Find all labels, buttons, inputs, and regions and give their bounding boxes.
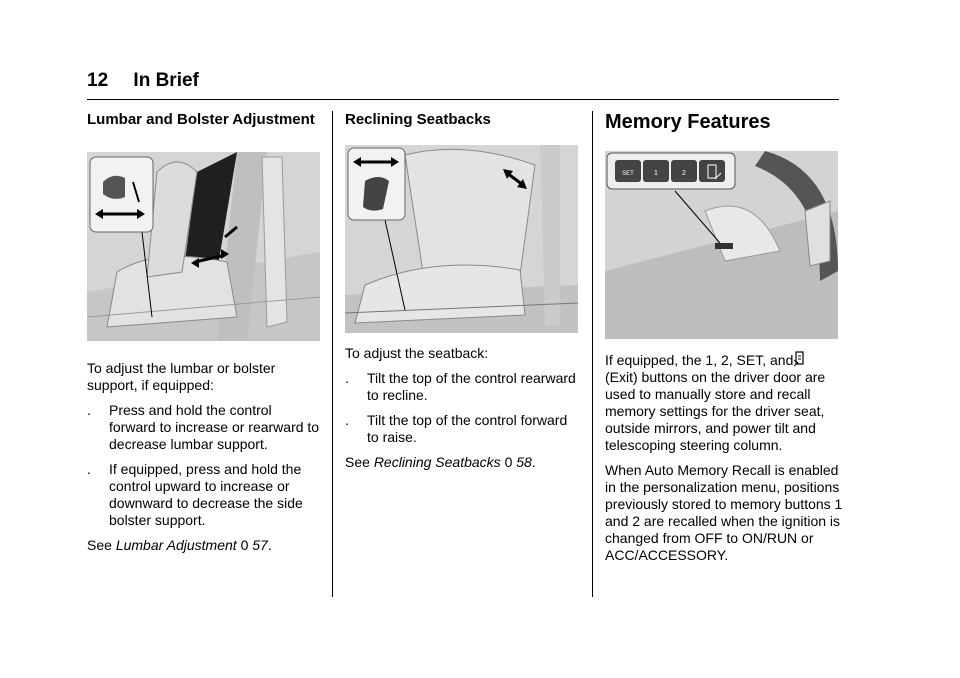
memory-2-button-label: 2 bbox=[682, 170, 686, 177]
column-divider-2 bbox=[592, 111, 593, 597]
memory-text-a: If equipped, the 1, 2, SET, and bbox=[605, 352, 794, 368]
lumbar-see-reference bbox=[87, 537, 322, 554]
lumbar-adjustment-link[interactable]: Lumbar Adjustment bbox=[115, 537, 237, 553]
bullet-marker: . bbox=[345, 370, 349, 386]
see-prefix: See bbox=[87, 537, 116, 553]
memory-text-b: (Exit) buttons on the driver door are used to manually store and recall memory settings for the driver seat, outside mirrors, and power tilt and telescoping steering column. bbox=[605, 369, 826, 453]
reclining-seat-illustration bbox=[345, 145, 578, 333]
bullet-text: Press and hold the control forward to increase or rearward to decrease lumbar support. bbox=[109, 402, 320, 452]
lumbar-column bbox=[87, 111, 322, 562]
page-ref-number: 57 bbox=[252, 537, 268, 553]
reclining-intro: To adjust the seatback: bbox=[345, 345, 489, 361]
memory-door-illustration bbox=[605, 151, 838, 339]
page-header bbox=[87, 70, 199, 92]
reclining-see-reference bbox=[345, 454, 581, 471]
list-item bbox=[345, 412, 581, 446]
exit-icon bbox=[794, 351, 806, 367]
bullet-text: If equipped, press and hold the control upward to increase or downward to decrease the side bolster support. bbox=[109, 461, 303, 528]
memory-column bbox=[605, 111, 843, 572]
bullet-marker: . bbox=[87, 461, 91, 477]
memory-paragraph-2: When Auto Memory Recall is enabled in the personalization menu, positions previously stored to memory buttons 1 and 2 are recalled when the ignition is changed from OFF to ON/RUN or ACC/ACCESSORY. bbox=[605, 462, 843, 563]
bullet-text: Tilt the top of the control forward to raise. bbox=[367, 412, 568, 445]
see-end: . bbox=[267, 537, 272, 553]
reclining-heading: Reclining Seatbacks bbox=[345, 111, 491, 128]
page-ref-number: 58 bbox=[516, 454, 532, 470]
column-divider-1 bbox=[332, 111, 333, 597]
see-prefix: See bbox=[345, 454, 374, 470]
section-title: In Brief bbox=[133, 70, 199, 91]
page-ref-arrow: 0 bbox=[504, 454, 513, 470]
reclining-column bbox=[345, 111, 581, 479]
reclining-seatbacks-link[interactable]: Reclining Seatbacks bbox=[373, 454, 501, 470]
list-item bbox=[345, 370, 581, 404]
list-item bbox=[87, 461, 322, 529]
page-ref-arrow: 0 bbox=[240, 537, 249, 553]
bullet-text: Tilt the top of the control rearward to recline. bbox=[367, 370, 576, 403]
list-item bbox=[87, 402, 322, 453]
lumbar-heading: Lumbar and Bolster Adjustment bbox=[87, 111, 315, 128]
memory-heading: Memory Features bbox=[605, 111, 771, 133]
lumbar-intro: To adjust the lumbar or bolster support, if equipped: bbox=[87, 360, 276, 393]
see-end: . bbox=[531, 454, 536, 470]
header-rule bbox=[87, 99, 839, 100]
bullet-marker: . bbox=[345, 412, 349, 428]
lumbar-seat-illustration bbox=[87, 152, 320, 341]
page-number: 12 bbox=[87, 70, 109, 91]
set-button-label: SET bbox=[622, 171, 634, 177]
bullet-marker: . bbox=[87, 402, 91, 418]
memory-1-button-label: 1 bbox=[654, 170, 658, 177]
memory-paragraph-1 bbox=[605, 351, 843, 454]
